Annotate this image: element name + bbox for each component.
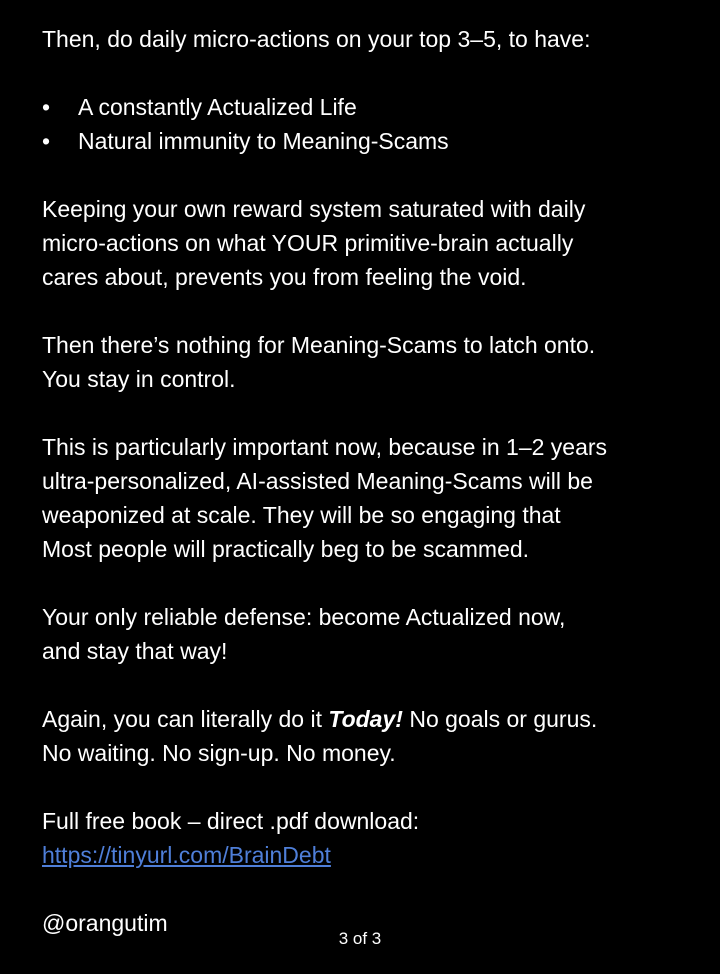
list-item xyxy=(42,90,702,124)
page-number: 3 of 3 xyxy=(338,929,382,948)
bullet-icon: • xyxy=(42,128,51,154)
benefits-list xyxy=(42,90,702,158)
text-line: Then there’s nothing for Meaning-Scams to latch onto. xyxy=(42,332,596,358)
slide-content xyxy=(42,22,702,974)
text-line: ultra-personalized, AI-assisted Meaning-Scams will be xyxy=(42,468,593,494)
list-item xyxy=(42,124,702,158)
book-paragraph xyxy=(42,804,702,872)
text-line: cares about, prevents you from feeling the void. xyxy=(42,264,527,290)
today-paragraph xyxy=(42,702,702,770)
control-paragraph xyxy=(42,328,702,396)
text-line: weaponized at scale. They will be so engaging that xyxy=(42,502,561,528)
today-prefix: Again, you can literally do it xyxy=(42,706,329,732)
list-item-text: Natural immunity to Meaning-Scams xyxy=(78,128,449,154)
intro-paragraph: Then, do daily micro-actions on your top 3–5, to have: xyxy=(42,26,591,52)
text-line: Keeping your own reward system saturated with daily xyxy=(42,196,586,222)
text-line: Most people will practically beg to be scammed. xyxy=(42,536,530,562)
bullet-icon: • xyxy=(42,94,51,120)
author-handle: @orangutim xyxy=(42,910,168,936)
text-line: This is particularly important now, because in 1–2 years xyxy=(42,434,608,460)
text-line: micro-actions on what YOUR primitive-brain actually xyxy=(42,230,574,256)
book-label: Full free book – direct .pdf download: xyxy=(42,808,420,834)
text-line: You stay in control. xyxy=(42,366,236,392)
today-suffix: No goals or gurus. xyxy=(402,706,598,732)
reward-paragraph xyxy=(42,192,702,294)
book-download-link[interactable]: https://tinyurl.com/BrainDebt xyxy=(42,842,331,868)
text-line xyxy=(42,702,702,736)
list-item-text: A constantly Actualized Life xyxy=(78,94,357,120)
text-line: No waiting. No sign-up. No money. xyxy=(42,740,396,766)
text-line: and stay that way! xyxy=(42,638,228,664)
text-line: Your only reliable defense: become Actualized now, xyxy=(42,604,566,630)
defense-paragraph xyxy=(42,600,702,668)
today-emphasis: Today! xyxy=(328,706,403,732)
ai-warning-paragraph xyxy=(42,430,702,566)
